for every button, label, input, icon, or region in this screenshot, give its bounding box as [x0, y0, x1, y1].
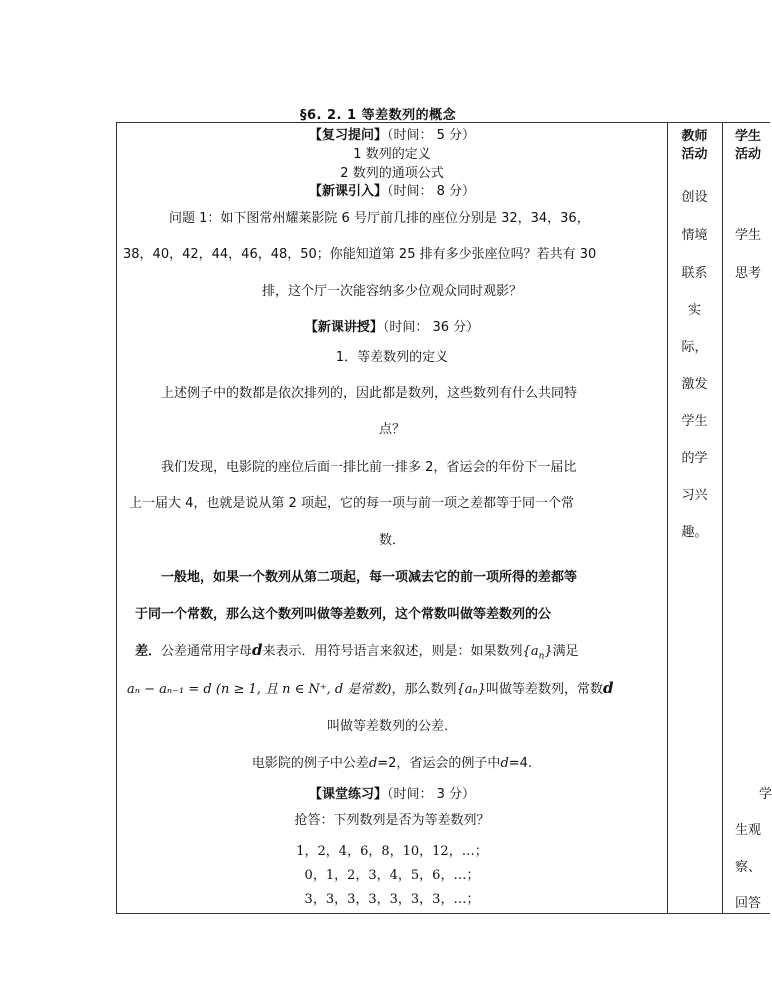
teacher-activity-text: 情境 — [681, 228, 708, 243]
definition-term: 差． — [135, 644, 162, 659]
sequence-notation: $\{a_n\}$ — [522, 644, 553, 662]
variable-d: d — [368, 756, 378, 771]
practice-heading-line — [117, 783, 667, 802]
teacher-activity-text: 创设 — [681, 190, 708, 205]
sequence-1: 1，2，4，6，8，10，12，…； — [296, 844, 488, 859]
teacher-activity-text: 际， — [681, 340, 708, 355]
lecture-heading: 【新课讲授】 — [304, 320, 383, 335]
example-line: 电影院的例子中公差d=2，省运会的例子中d=4. — [251, 756, 533, 771]
problem-line-1: 问题 1：如下图常州耀莱影院 6 号厅前几排的座位分别是 32，34，36， — [169, 211, 590, 226]
teacher-activity-text: 联系 — [681, 266, 708, 281]
formula: aₙ − aₙ₋₁ = d (n ≥ 1, 且 n ∈ N⁺, d 是常数) — [127, 682, 392, 697]
review-heading-line — [117, 124, 667, 143]
definition-text: 满足 — [552, 644, 579, 659]
definition-formula-line: aₙ − aₙ₋₁ = d (n ≥ 1, 且 n ∈ N⁺, d 是常数)，那么数列{aₙ}叫做等差数列，常数d — [127, 679, 614, 697]
lesson-plan-table — [116, 122, 770, 914]
problem-line-2: 38，40，42，44，46，48，50；你能知道第 25 排有多少张座位吗？若共有 30 — [123, 247, 597, 262]
student-activity-text: 思考 — [735, 266, 762, 281]
sequence-2: 0，1，2，3，4，5，6，…； — [304, 868, 480, 883]
teacher-activity-column — [668, 123, 721, 913]
teacher-activity-text: 习兴 — [681, 488, 708, 503]
paragraph-2-line-1: 我们发现，电影院的座位后面一排比前一排多 2，省运会的年份下一届比 — [161, 460, 577, 475]
intro-heading-line — [117, 180, 667, 199]
review-item-1: 1 数列的定义 — [353, 147, 431, 162]
paragraph-2-line-3: 数． — [378, 533, 405, 548]
lecture-time: （时间： 36 分） — [382, 320, 480, 335]
teacher-header-1: 教师 — [681, 129, 708, 144]
lesson-content-column — [117, 123, 667, 913]
variable-d: d — [252, 641, 263, 659]
document-title: §6. 2. 1 等差数列的概念 — [300, 108, 457, 123]
paragraph-1-line-2: 点？ — [378, 422, 405, 437]
student-activity-text: 学 — [759, 787, 772, 802]
section-title: 1．等差数列的定义 — [335, 350, 449, 365]
practice-time: （时间： 3 分） — [386, 787, 476, 802]
variable-d: d — [603, 679, 614, 697]
definition-line-1: 一般地，如果一个数列从第二项起，每一项减去它的前一项所得的差都等 — [161, 570, 578, 585]
practice-heading: 【课堂练习】 — [308, 787, 387, 802]
definition-line-3 — [135, 640, 685, 662]
teacher-activity-text: 趣。 — [681, 525, 708, 540]
teacher-activity-text: 的学 — [681, 451, 708, 466]
practice-question: 抢答：下列数列是否为等差数列？ — [294, 813, 490, 828]
student-header-1: 学生 — [735, 129, 762, 144]
definition-line-2: 于同一个常数，那么这个数列叫做等差数列，这个常数叫做等差数列的公 — [135, 607, 552, 622]
student-activity-text: 生观 — [735, 823, 762, 838]
review-time: （时间： 5 分） — [386, 128, 476, 143]
sequence-3: 3，3，3，3，3，3，3，…； — [304, 892, 480, 907]
definition-text: 来表示．用符号语言来叙述，则是：如果数列 — [262, 644, 523, 659]
intro-heading: 【新课引入】 — [308, 184, 387, 199]
teacher-header-2: 活动 — [681, 147, 708, 162]
teacher-activity-text: 实 — [687, 303, 701, 318]
variable-d: d — [500, 756, 509, 771]
student-activity-text: 察、 — [735, 860, 762, 875]
paragraph-2-line-2: 上一届大 4，也就是说从第 2 项起，它的每一项与前一项之差都等于同一个常 — [129, 496, 574, 511]
lecture-heading-line — [117, 316, 667, 335]
teacher-activity-text: 激发 — [681, 377, 708, 392]
student-activity-column — [723, 123, 771, 913]
paragraph-1-line-1: 上述例子中的数都是依次排列的，因此都是数列，这些数列有什么共同特 — [161, 386, 578, 401]
review-heading: 【复习提问】 — [308, 128, 387, 143]
student-activity-text: 学生 — [735, 228, 762, 243]
student-header-2: 活动 — [735, 147, 762, 162]
intro-time: （时间： 8 分） — [386, 184, 476, 199]
student-activity-text: 回答 — [735, 896, 762, 911]
review-item-2: 2 数列的通项公式 — [340, 166, 444, 181]
teacher-activity-text: 学生 — [681, 414, 708, 429]
definition-line-5: 叫做等差数列的公差． — [326, 719, 457, 734]
definition-text: 公差通常用字母 — [161, 644, 253, 659]
problem-line-3: 排，这个厅一次能容纳多少位观众同时观影？ — [261, 284, 522, 299]
sequence-notation: {aₙ} — [456, 682, 487, 697]
